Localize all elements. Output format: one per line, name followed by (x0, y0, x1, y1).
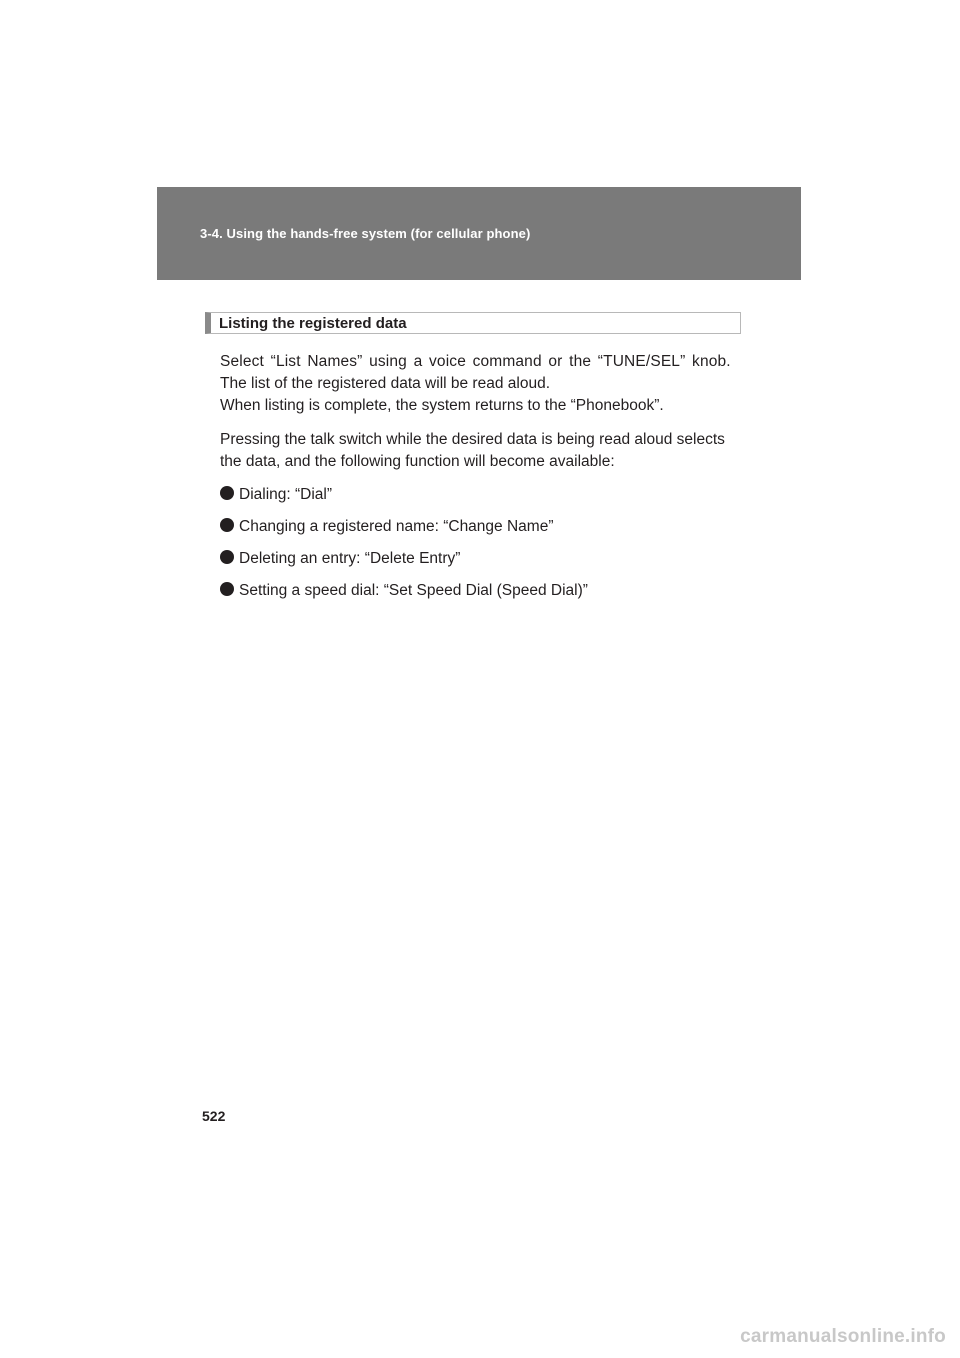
list-item-text: Deleting an entry: “Delete Entry” (239, 550, 461, 567)
list-item-text: Setting a speed dial: “Set Speed Dial (Speed Dial)” (239, 582, 588, 599)
section-heading-box (205, 312, 741, 334)
list-item-text: Dialing: “Dial” (239, 486, 333, 503)
list-item (220, 548, 460, 570)
list-item (220, 484, 332, 506)
bullet-icon (220, 518, 234, 532)
bullet-icon (220, 550, 234, 564)
paragraph-line: The list of the registered data will be read aloud. (220, 375, 550, 392)
paragraph-line: When listing is complete, the system returns to the “Phonebook”. (220, 397, 664, 414)
list-item (220, 516, 553, 538)
section-heading: Listing the registered data (219, 315, 407, 332)
page-number: 522 (202, 1108, 226, 1124)
watermark: carmanualsonline.info (740, 1326, 946, 1347)
chapter-header (157, 187, 801, 280)
paragraph-line: Pressing the talk switch while the desired data is being read aloud selects (220, 431, 725, 448)
bullet-icon (220, 486, 234, 500)
list-item-text: Changing a registered name: “Change Name” (239, 518, 554, 535)
chapter-title: 3-4. Using the hands-free system (for cellular phone) (200, 226, 531, 241)
list-item (220, 580, 588, 602)
paragraph-line: Select “List Names” using a voice command or the “TUNE/SEL” knob. (220, 353, 731, 370)
bullet-icon (220, 582, 234, 596)
paragraph-line: the data, and the following function will become available: (220, 453, 615, 470)
